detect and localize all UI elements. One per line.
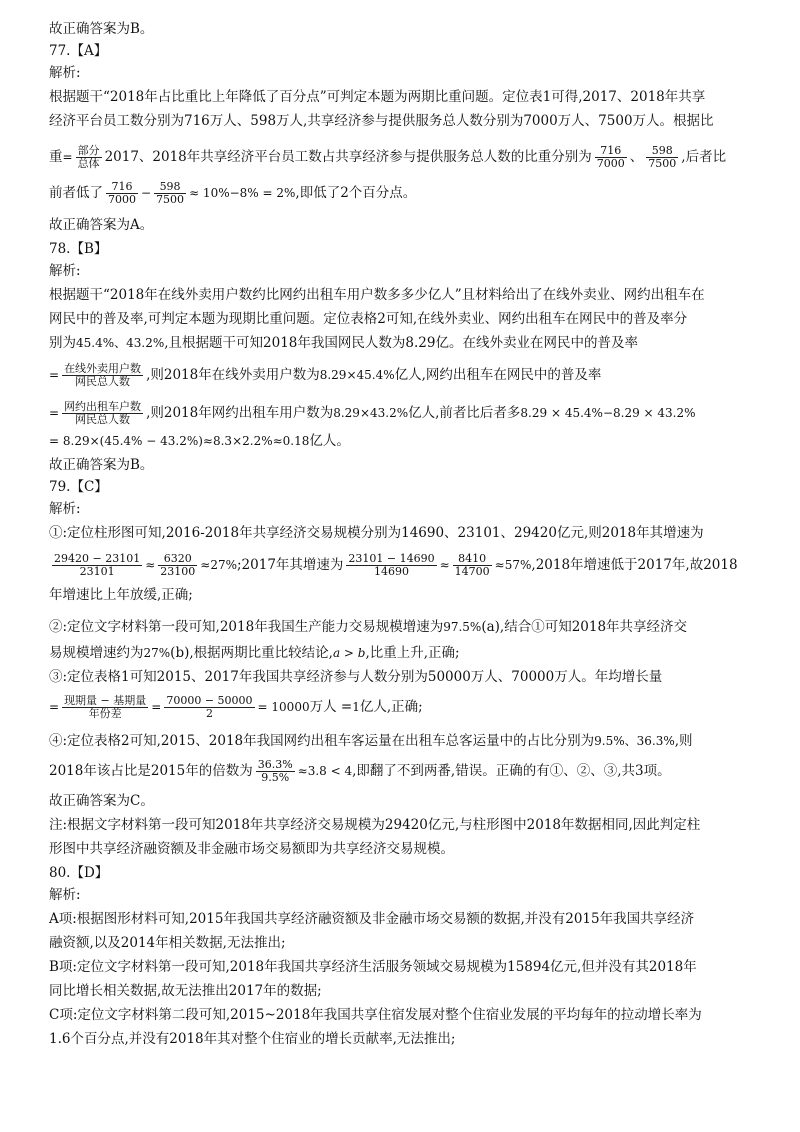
fraction: $\frac{\text{在线外卖用户数}}{\text{网民总人数}}$ bbox=[64, 362, 142, 388]
option-line: A项:根据图形材料可知,2015年我国共享经济融资额及非金融市场交易额的数据,并没有2015年我国共享经济 bbox=[49, 911, 695, 927]
fraction: $\frac{8410}{14700}$ bbox=[454, 552, 490, 578]
option-line: C项:定位文字材料第二段可知,2015~2018年我国共享住宿发展对整个住宿业发展的平均每年的拉动增长率为 bbox=[49, 1007, 702, 1023]
paragraph-line: ①:定位柱形图可知,2016-2018年共享经济交易规模分别为14690、23101、29420亿元,则2018年其增速为 bbox=[49, 525, 704, 541]
ratio-line: = $\frac{\text{在线外卖用户数}}{\text{网民总人数}}$ ,则2018年在线外卖用户数为8.29×45.4%亿人,网约出租车在网民中的普及率 bbox=[49, 362, 602, 388]
fraction: $\frac{\text{网约出租车户数}}{\text{网民总人数}}$ bbox=[64, 400, 142, 426]
fraction: $\frac{716}{7000}$ bbox=[596, 144, 625, 170]
calc-line: = $\frac{\text{现期量 − 基期量}}{\text{年份差}}$ = $\frac{70000 - 50000}{2}$ = 10000万人 =1亿人,正确; bbox=[49, 694, 423, 720]
fraction: $\frac{6320}{23100}$ bbox=[160, 552, 196, 578]
paragraph-line: 易规模增速约为27%(b),根据两期比重比较结论,a > b,比重上升,正确; bbox=[49, 645, 460, 661]
paragraph-line: 根据题干“2018年在线外卖用户数约比网约出租车用户数多多少亿人”且材料给出了在线外卖业、网约出租车在 bbox=[49, 287, 705, 303]
paragraph-line: 根据题干“2018年占比重比上年降低了百分点”可判定本题为两期比重问题。定位表1可得,2017、2018年共享 bbox=[49, 89, 706, 105]
paragraph-line: ④:定位表格2可知,2015、2018年我国网约出租车客运量在出租车总客运量中的占比分别为9.5%、36.3%,则 bbox=[49, 733, 693, 749]
calc-line: = 8.29×(45.4% − 43.2%)≈8.3×2.2%≈0.18亿人。 bbox=[49, 433, 350, 449]
option-line: B项:定位文字材料第一段可知,2018年我国共享经济生活服务领域交易规模为15894亿元,但并没有其2018年 bbox=[49, 959, 697, 975]
note-line: 注:根据文字材料第一段可知2018年共享经济交易规模为29420亿元,与柱形图中2018年数据相同,因此判定柱 bbox=[49, 817, 701, 833]
fraction: $\frac{\text{现期量 − 基期量}}{\text{年份差}}$ bbox=[64, 694, 147, 720]
note-line: 形图中共享经济融资额及非金融市场交易额即为共享经济交易规模。 bbox=[49, 841, 454, 857]
calc-line: 2018年该占比是2015年的倍数为 $\frac{36.3\%}{9.5\%}$ ≈3.8 < 4,即翻了不到两番,错误。正确的有①、②、③,共3项。 bbox=[49, 758, 671, 784]
question-number: 79.【C】 bbox=[49, 479, 108, 495]
question-number: 80.【D】 bbox=[49, 865, 109, 881]
fraction: $\frac{\text{部分}}{\text{总体}}$ bbox=[77, 144, 100, 170]
paragraph-line: 经济平台员工数分别为716万人、598万人,共享经济参与提供服务总人数分别为7000万人、7500万人。根据比 bbox=[49, 113, 714, 129]
paragraph-line: 年增速比上年放缓,正确; bbox=[49, 587, 193, 603]
analysis-label: 解析: bbox=[49, 263, 81, 279]
text: 重 bbox=[49, 149, 63, 165]
paragraph-line: ②:定位文字材料第一段可知,2018年我国生产能力交易规模增速为97.5%(a),结合①可知2018年共享经济交 bbox=[49, 619, 688, 635]
text: 2017、2018年共享经济平台员工数占共享经济参与提供服务总人数的比重分别为 bbox=[104, 149, 592, 165]
ratio-line: 重= $\frac{\text{部分}}{\text{总体}}$ 2017、2018年共享经济平台员工数占共享经济参与提供服务总人数的比重分别为 $\frac{716}{7000}$ 、 $\frac{598}{7500}$ ,后者比 bbox=[49, 144, 727, 170]
fraction: $\frac{36.3\%}{9.5\%}$ bbox=[257, 758, 293, 784]
option-line: 1.6个百分点,并没有2018年其对整个住宿业的增长贡献率,无法推出; bbox=[49, 1031, 456, 1047]
fraction: $\frac{29420 - 23101}{23101}$ bbox=[54, 552, 141, 578]
fraction: $\frac{716}{7000}$ bbox=[108, 180, 136, 206]
analysis-label: 解析: bbox=[49, 501, 81, 517]
paragraph-line: 网民中的普及率,可判定本题为现期比重问题。定位表格2可知,在线外卖业、网约出租车在网民中的普及率分 bbox=[49, 311, 688, 327]
fraction: $\frac{23101 - 14690}{14690}$ bbox=[348, 552, 435, 578]
paragraph-line: 别为45.4%、43.2%,且根据题干可知2018年我国网民人数为8.29亿。在线外卖业在网民中的普及率 bbox=[49, 335, 638, 351]
calc-line: 前者低了 $\frac{716}{7000}$ − $\frac{598}{7500}$ ≈ 10%−8% = 2%,即低了2个百分点。 bbox=[49, 180, 417, 206]
fraction: $\frac{70000 - 50000}{2}$ bbox=[166, 694, 253, 720]
calc-line: $\frac{29420 - 23101}{23101}$ ≈ $\frac{6320}{23100}$ ≈27%;2017年其增速为 $\frac{23101 - 14690}{14690}$ ≈ $\frac{8410}{14700}$ ≈57%,2018年增速低于2017年,故2018 bbox=[54, 552, 738, 578]
paragraph-line: ③:定位表格1可知2015、2017年我国共享经济参与人数分别为50000万人、70000万人。年均增长量 bbox=[49, 669, 663, 685]
question-number: 77.【A】 bbox=[49, 43, 108, 59]
answer-line: 故正确答案为B。 bbox=[49, 457, 154, 473]
fraction: $\frac{598}{7500}$ bbox=[648, 144, 677, 170]
answer-line: 故正确答案为B。 bbox=[49, 21, 154, 37]
answer-line: 故正确答案为C。 bbox=[49, 793, 154, 809]
ratio-line: = $\frac{\text{网约出租车户数}}{\text{网民总人数}}$ ,则2018年网约出租车用户数为8.29×43.2%亿人,前者比后者多8.29 × 45.4%−8.29 × 43.2% bbox=[49, 400, 696, 426]
option-line: 融资额,以及2014年相关数据,无法推出; bbox=[49, 935, 286, 951]
question-number: 78.【B】 bbox=[49, 241, 108, 257]
option-line: 同比增长相关数据,故无法推出2017年的数据; bbox=[49, 983, 322, 999]
analysis-label: 解析: bbox=[49, 887, 81, 903]
fraction: $\frac{598}{7500}$ bbox=[156, 180, 185, 206]
analysis-label: 解析: bbox=[49, 65, 81, 81]
answer-line: 故正确答案为A。 bbox=[49, 217, 154, 233]
